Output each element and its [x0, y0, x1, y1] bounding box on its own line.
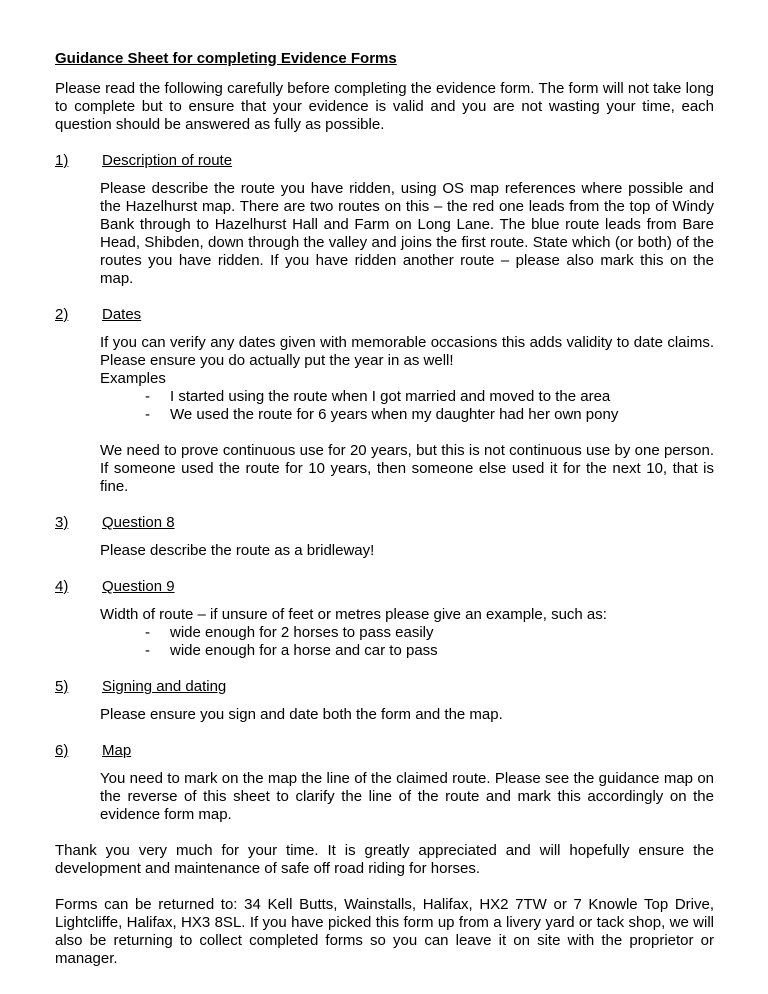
example-text: I started using the route when I got married and moved to the area	[170, 388, 611, 405]
section-heading	[55, 742, 714, 760]
section-number: 5)	[55, 678, 69, 695]
examples-block	[100, 624, 714, 660]
section-body: Please describe the route as a bridleway!	[100, 542, 375, 559]
section-description-of-route	[55, 152, 714, 288]
section-title: Question 9	[102, 578, 175, 595]
intro-paragraph: Please read the following carefully before completing the evidence form. The form will not take long to complete but to ensure that your evidence is valid and you are not wasting your time, each question should be answered as fully as possible.	[55, 80, 714, 133]
section-body: Please ensure you sign and date both the form and the map.	[100, 706, 503, 723]
section-heading	[55, 678, 714, 696]
section-number: 6)	[55, 742, 69, 759]
example-text: wide enough for a horse and car to pass	[170, 642, 438, 659]
section-heading	[55, 152, 714, 170]
dash: -	[145, 642, 150, 659]
section-question-9	[55, 578, 714, 660]
examples-block	[100, 370, 714, 424]
section-dates	[55, 306, 714, 496]
section-number: 1)	[55, 152, 69, 169]
section-signing-and-dating	[55, 678, 714, 724]
section-body: Please describe the route you have ridden, using OS map references where possible and the Hazelhurst map. There are two routes on this – the red one leads from the top of Windy Bank through to Hazelhurst Hall and Farm on Long Lane. The blue route leads from Bare Head, Shibden, down through the valley and joins the first route. State which (or both) of the routes you have ridden. If you have ridden another route – please also mark this on the map.	[100, 180, 714, 287]
returns-paragraph: Forms can be returned to: 34 Kell Butts, Wainstalls, Halifax, HX2 7TW or 7 Knowle Top Drive, Lightcliffe, Halifax, HX3 8SL. If you have picked this form up from a livery yard or tack shop, we will also be returning to collect completed forms so you can leave it on site with the proprietor or manager.	[55, 896, 714, 967]
dash: -	[145, 624, 150, 641]
example-item	[100, 624, 714, 642]
section-title: Dates	[102, 306, 142, 323]
section-title: Signing and dating	[102, 678, 227, 695]
example-item	[100, 406, 714, 424]
example-item	[100, 642, 714, 660]
dash: -	[145, 388, 150, 405]
example-text: We used the route for 6 years when my daughter had her own pony	[170, 406, 619, 423]
section-heading	[55, 514, 714, 532]
section-body: You need to mark on the map the line of the claimed route. Please see the guidance map on the reverse of this sheet to clarify the line of the route and mark this accordingly on the evidence form map.	[100, 770, 714, 823]
section-title: Map	[102, 742, 132, 759]
document-page	[55, 50, 714, 968]
section-heading	[55, 578, 714, 596]
section-body-continued: We need to prove continuous use for 20 years, but this is not continuous use by one person. If someone used the route for 10 years, then someone else used it for the next 10, that is fine.	[100, 442, 714, 495]
section-number: 4)	[55, 578, 69, 595]
section-map	[55, 742, 714, 824]
section-body: Width of route – if unsure of feet or metres please give an example, such as:	[100, 606, 607, 623]
section-number: 2)	[55, 306, 69, 323]
dash: -	[145, 406, 150, 423]
examples-label: Examples	[100, 370, 166, 387]
section-body: If you can verify any dates given with memorable occasions this adds validity to date claims. Please ensure you do actually put the year in as well!	[100, 334, 714, 369]
section-heading	[55, 306, 714, 324]
example-text: wide enough for 2 horses to pass easily	[170, 624, 434, 641]
section-question-8	[55, 514, 714, 560]
section-number: 3)	[55, 514, 69, 531]
thanks-paragraph: Thank you very much for your time. It is greatly appreciated and will hopefully ensure the development and maintenance of safe off road riding for horses.	[55, 842, 714, 877]
page-title: Guidance Sheet for completing Evidence Forms	[55, 50, 397, 67]
example-item	[100, 388, 714, 406]
section-title: Question 8	[102, 514, 175, 531]
section-title: Description of route	[102, 152, 233, 169]
